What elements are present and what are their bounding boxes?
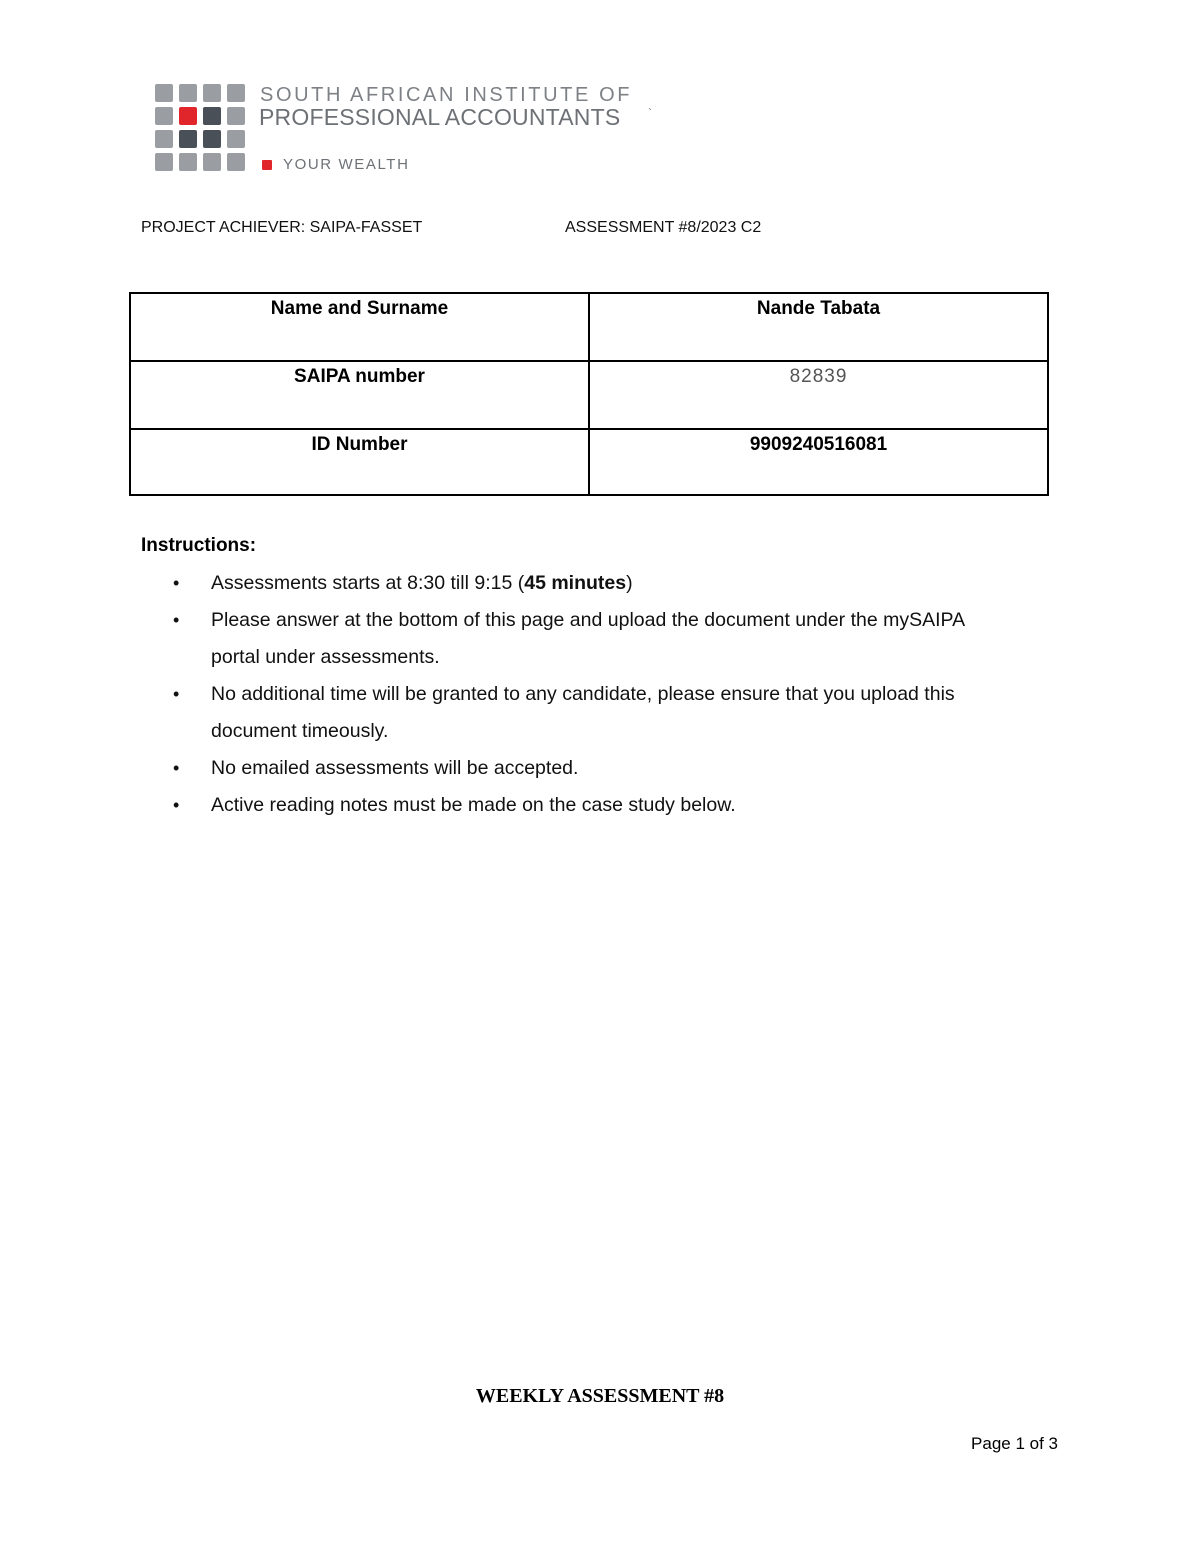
name-value: Nande Tabata [589,293,1048,361]
logo-square [179,153,197,171]
logo-square [179,130,197,148]
table-row [130,361,1048,429]
logo-square [203,107,221,125]
logo-square [227,130,245,148]
saipa-number-label: SAIPA number [130,361,589,429]
logo-square [155,84,173,102]
logo-square [203,153,221,171]
instruction-text: Assessments starts at 8:30 till 9:15 ( [211,572,525,594]
instructions-heading: Instructions: [141,535,257,556]
bullet-icon: • [173,758,180,778]
bullet-icon: • [173,795,180,815]
id-number-label: ID Number [130,429,589,495]
instruction-text: ) [626,572,633,594]
candidate-info-table [129,292,1049,496]
logo-square [155,153,173,171]
saipa-number-value: 82839 [589,361,1048,429]
table-row [130,429,1048,495]
list-item [141,602,1061,639]
list-item [141,787,1061,824]
instruction-text: document timeously. [211,720,389,742]
logo-square [227,84,245,102]
instruction-text: No emailed assessments will be accepted. [211,757,579,779]
logo-square [203,84,221,102]
list-item [141,750,1061,787]
list-item [141,565,1061,602]
page-number: Page 1 of 3 [971,1434,1058,1453]
instruction-text: portal under assessments. [211,646,440,668]
logo-square [227,107,245,125]
assessment-title: ASSESSMENT #8/2023 C2 [565,219,762,236]
instructions-list [141,565,1061,824]
saipa-logo [155,84,675,176]
logo-grid-icon [155,84,247,176]
logo-text-line1: SOUTH AFRICAN INSTITUTE OF [260,84,633,106]
instruction-text: Active reading notes must be made on the case study below. [211,794,736,816]
red-square-icon [262,160,272,170]
name-label: Name and Surname [130,293,589,361]
logo-square [155,107,173,125]
footer-title: WEEKLY ASSESSMENT #8 [475,1385,725,1407]
logo-trademark: ` [648,106,652,120]
bullet-icon: • [173,610,180,630]
bullet-icon: • [173,573,180,593]
instruction-text: No additional time will be granted to any candidate, please ensure that you upload this [211,683,955,705]
list-item-continuation [141,639,1061,676]
logo-square [227,153,245,171]
logo-square [155,130,173,148]
instruction-bold-text: 45 minutes [524,572,627,594]
project-title: PROJECT ACHIEVER: SAIPA-FASSET [141,219,423,236]
table-row [130,293,1048,361]
list-item [141,676,1061,713]
list-item-continuation [141,713,1061,750]
logo-square [179,107,197,125]
bullet-icon: • [173,684,180,704]
instruction-text: Please answer at the bottom of this page and upload the document under the mySAIPA [211,609,966,631]
logo-tagline: YOUR WEALTH [283,156,410,173]
logo-text-line2: PROFESSIONAL ACCOUNTANTS [259,104,621,130]
logo-square [203,130,221,148]
logo-square [179,84,197,102]
id-number-value: 9909240516081 [589,429,1048,495]
